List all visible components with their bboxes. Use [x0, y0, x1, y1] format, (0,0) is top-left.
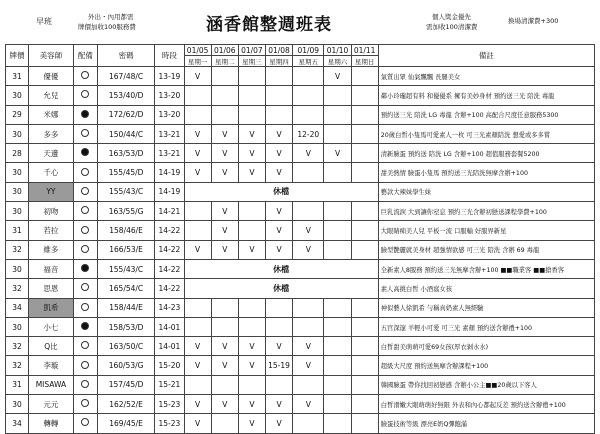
- open-circle-icon: [81, 283, 89, 291]
- rank-cell: 30: [6, 259, 29, 278]
- day-cell: [211, 317, 238, 336]
- table-row: [6, 163, 595, 182]
- day-cell: [351, 144, 378, 163]
- time-cell: 13-19: [155, 67, 184, 86]
- day-cell: [184, 86, 211, 105]
- day-cell: [238, 202, 265, 221]
- name-cell: 米娜: [28, 105, 73, 124]
- match-cell: [73, 317, 97, 336]
- day-cell: [351, 67, 378, 86]
- match-cell: [73, 356, 97, 375]
- col-time: 時段: [155, 45, 184, 67]
- col-remark: 備註: [378, 45, 594, 67]
- day-cell: [324, 86, 351, 105]
- day-cell: [238, 86, 265, 105]
- col-match: 配備: [73, 45, 97, 67]
- col-name: 美容師: [28, 45, 73, 67]
- table-row: [6, 124, 595, 143]
- open-circle-icon: [81, 418, 89, 426]
- rank-cell: 30: [6, 124, 29, 143]
- day-cell: V: [324, 144, 351, 163]
- table-row: [6, 221, 595, 240]
- day-cell: [238, 375, 265, 394]
- col-weekday: 星期三: [238, 56, 265, 67]
- day-cell: [324, 356, 351, 375]
- day-cell: [184, 105, 211, 124]
- day-cell: [351, 375, 378, 394]
- day-cell: V: [265, 240, 292, 259]
- day-cell: [324, 317, 351, 336]
- table-row: [6, 395, 595, 414]
- remark-cell: 鄰小玲瓏超有料 和優優系 擁有美妙身材 預約送三光 陪洗 毒龍: [378, 86, 594, 105]
- sheet-header: [0, 0, 600, 44]
- rank-cell: 30: [6, 395, 29, 414]
- name-cell: 凱希: [28, 298, 73, 317]
- filled-circle-icon: [81, 264, 89, 272]
- day-cell: V: [324, 67, 351, 86]
- remark-cell: 預約送三光 陪洗 LG 毒龍 含辦+100 高配合尺度任意服務5300: [378, 105, 594, 124]
- time-cell: 14-19: [155, 163, 184, 182]
- table-row: [6, 202, 595, 221]
- day-cell: V: [293, 144, 324, 163]
- rank-cell: 30: [6, 86, 29, 105]
- name-cell: Q比: [28, 337, 73, 356]
- table-row: [6, 279, 595, 298]
- name-cell: 天邊: [28, 144, 73, 163]
- day-cell: V: [211, 202, 238, 221]
- time-cell: 14-22: [155, 240, 184, 259]
- day-cell: [184, 202, 211, 221]
- match-cell: [73, 414, 97, 433]
- day-cell: [324, 395, 351, 414]
- day-cell: [351, 163, 378, 182]
- day-cell: [324, 298, 351, 317]
- match-cell: [73, 182, 97, 201]
- day-cell: [238, 298, 265, 317]
- remark-cell: 五官深邃 羊輕小可愛 可三光 素顏 預約送含辦禮+100: [378, 317, 594, 336]
- day-cell: V: [238, 356, 265, 375]
- day-cell: V: [211, 221, 238, 240]
- day-cell: [293, 414, 324, 433]
- match-cell: [73, 279, 97, 298]
- day-cell: V: [211, 356, 238, 375]
- remark-cell: 甜美熱情 臉蛋小隻馬 預約送三光陪洗無摩含辦+100: [378, 163, 594, 182]
- header-note-right-1: 個人獎金優先: [432, 13, 471, 21]
- code-cell: 160/53/G: [97, 356, 154, 375]
- time-cell: 14-22: [155, 221, 184, 240]
- name-cell: YY: [28, 182, 73, 201]
- open-circle-icon: [81, 226, 89, 234]
- match-cell: [73, 337, 97, 356]
- code-cell: 166/53/E: [97, 240, 154, 259]
- day-cell: [351, 86, 378, 105]
- day-cell: V: [184, 414, 211, 433]
- day-cell: V: [265, 124, 292, 143]
- day-cell: [184, 375, 211, 394]
- header-note-left-2: 牌價加收100服務費: [78, 23, 136, 31]
- day-cell: V: [184, 240, 211, 259]
- day-cell: [324, 337, 351, 356]
- name-cell: 若拉: [28, 221, 73, 240]
- name-cell: 千心: [28, 163, 73, 182]
- table-row: [6, 375, 595, 394]
- day-cell: [324, 375, 351, 394]
- time-cell: 15-23: [155, 395, 184, 414]
- col-date: 01/08: [265, 45, 292, 56]
- code-cell: 155/45/D: [97, 163, 154, 182]
- col-weekday: 星期二: [211, 56, 238, 67]
- day-cell: [211, 67, 238, 86]
- time-cell: 14-01: [155, 337, 184, 356]
- remark-cell: 韓國臉蛋 帶你找回初戀感 含辦小公主■■20歲以下客人: [378, 375, 594, 394]
- remark-cell: 20歲白皙小隻馬可愛素人一枚 可三光素顏陪洗 想愛或多多嘗: [378, 124, 594, 143]
- table-row: [6, 259, 595, 278]
- open-circle-icon: [81, 90, 89, 98]
- filled-circle-icon: [81, 322, 89, 330]
- remark-cell: 氣質出眾 仙氣飄飄 長腿美女: [378, 67, 594, 86]
- day-cell: V: [265, 221, 292, 240]
- remark-cell: 白皙滑嫩大眼萌萌好無限 外表和內心都起反差 預約送含辦禮+100: [378, 395, 594, 414]
- header-note-right-3: 換場清潔費+300: [508, 17, 559, 25]
- match-cell: [73, 375, 97, 394]
- rank-cell: 30: [6, 163, 29, 182]
- open-circle-icon: [81, 399, 89, 407]
- day-cell: [265, 317, 292, 336]
- col-date: 01/06: [211, 45, 238, 56]
- day-cell: [293, 317, 324, 336]
- page-title: 涵香館整週班表: [206, 15, 332, 35]
- name-cell: 李璇: [28, 356, 73, 375]
- match-cell: [73, 395, 97, 414]
- remark-cell: 素人高挑白皙 小酒窩女孩: [378, 279, 594, 298]
- code-cell: 155/43/C: [97, 182, 154, 201]
- rank-cell: 34: [6, 414, 29, 433]
- day-cell: [293, 298, 324, 317]
- col-weekday: 星期五: [293, 56, 324, 67]
- open-circle-icon: [81, 206, 89, 214]
- remark-cell: 大眼睛痴美人兒 平板一流 口服輸 好服界新星: [378, 221, 594, 240]
- code-cell: 165/54/C: [97, 279, 154, 298]
- day-cell: [351, 221, 378, 240]
- code-cell: 163/55/G: [97, 202, 154, 221]
- time-cell: 14-22: [155, 259, 184, 278]
- day-cell: V: [184, 356, 211, 375]
- table-body: [6, 67, 595, 434]
- rank-cell: 31: [6, 67, 29, 86]
- col-weekday: 星期一: [184, 56, 211, 67]
- col-date: 01/09: [293, 45, 324, 56]
- day-cell: [293, 163, 324, 182]
- col-date: 01/05: [184, 45, 211, 56]
- rest-cell: 休檔: [184, 259, 378, 278]
- time-cell: 13-20: [155, 105, 184, 124]
- table-row: [6, 240, 595, 259]
- day-cell: [351, 337, 378, 356]
- code-cell: 172/62/D: [97, 105, 154, 124]
- day-cell: [293, 375, 324, 394]
- day-cell: [184, 317, 211, 336]
- table-row: [6, 414, 595, 433]
- code-cell: 162/52/E: [97, 395, 154, 414]
- day-cell: [324, 414, 351, 433]
- day-cell: V: [238, 124, 265, 143]
- code-cell: 158/53/D: [97, 317, 154, 336]
- name-cell: 小七: [28, 317, 73, 336]
- code-cell: 155/43/C: [97, 259, 154, 278]
- name-cell: 多多: [28, 124, 73, 143]
- day-cell: V: [265, 414, 292, 433]
- day-cell: [184, 298, 211, 317]
- code-cell: 157/45/D: [97, 375, 154, 394]
- day-cell: [211, 298, 238, 317]
- name-cell: 維多: [28, 240, 73, 259]
- time-cell: 14-19: [155, 182, 184, 201]
- day-cell: V: [293, 395, 324, 414]
- time-cell: 15-20: [155, 356, 184, 375]
- day-cell: V: [184, 337, 211, 356]
- time-cell: 13-20: [155, 86, 184, 105]
- day-cell: [265, 105, 292, 124]
- day-cell: V: [293, 221, 324, 240]
- day-cell: [265, 67, 292, 86]
- header-note-left-1: 外出・內用都需: [88, 13, 134, 21]
- open-circle-icon: [81, 341, 89, 349]
- rest-cell: 休檔: [184, 182, 378, 201]
- day-cell: [265, 298, 292, 317]
- day-cell: V: [184, 163, 211, 182]
- col-weekday: 星期六: [324, 56, 351, 67]
- day-cell: V: [238, 414, 265, 433]
- day-cell: [351, 124, 378, 143]
- col-date: 01/11: [351, 45, 378, 56]
- match-cell: [73, 259, 97, 278]
- day-cell: [351, 298, 378, 317]
- open-circle-icon: [81, 129, 89, 137]
- rank-cell: 29: [6, 105, 29, 124]
- open-circle-icon: [81, 245, 89, 253]
- name-cell: 福音: [28, 259, 73, 278]
- match-cell: [73, 221, 97, 240]
- remark-cell: 神似藝人徐凱希 勻稱真奶素人無經驗: [378, 298, 594, 317]
- rank-cell: 30: [6, 317, 29, 336]
- rank-cell: 32: [6, 356, 29, 375]
- rank-cell: 30: [6, 182, 29, 201]
- day-cell: [293, 202, 324, 221]
- remark-cell: 全新素人8服務 預約送三光無摩含辦+100 ■■職業客 ■■搶香客: [378, 259, 594, 278]
- day-cell: [351, 414, 378, 433]
- name-cell: 優優: [28, 67, 73, 86]
- table-row: [6, 105, 595, 124]
- schedule-table: [5, 44, 595, 434]
- open-circle-icon: [81, 303, 89, 311]
- name-cell: 轉轉: [28, 414, 73, 433]
- remark-cell: 藝款大辣妹學生妹: [378, 182, 594, 201]
- code-cell: 150/44/C: [97, 124, 154, 143]
- remark-cell: 白皙甜美萌萌可愛69女孩(厚衣剝水水): [378, 337, 594, 356]
- code-cell: 163/53/D: [97, 144, 154, 163]
- day-cell: 15-19: [265, 356, 292, 375]
- table-row: [6, 298, 595, 317]
- code-cell: 158/44/E: [97, 298, 154, 317]
- day-cell: [324, 124, 351, 143]
- day-cell: V: [293, 337, 324, 356]
- day-cell: [351, 317, 378, 336]
- day-cell: V: [211, 163, 238, 182]
- match-cell: [73, 240, 97, 259]
- day-cell: V: [265, 202, 292, 221]
- filled-circle-icon: [81, 110, 89, 118]
- time-cell: 14-23: [155, 298, 184, 317]
- day-cell: V: [211, 144, 238, 163]
- table-row: [6, 317, 595, 336]
- day-cell: [211, 414, 238, 433]
- time-cell: 15-23: [155, 414, 184, 433]
- table-row: [6, 86, 595, 105]
- day-cell: V: [184, 124, 211, 143]
- rank-cell: 28: [6, 144, 29, 163]
- rest-cell: 休檔: [184, 279, 378, 298]
- day-cell: [351, 105, 378, 124]
- open-circle-icon: [81, 168, 89, 176]
- code-cell: 163/50/C: [97, 337, 154, 356]
- day-cell: [351, 356, 378, 375]
- day-cell: V: [238, 337, 265, 356]
- day-cell: V: [265, 144, 292, 163]
- col-rank: 牌價: [6, 45, 29, 67]
- day-cell: V: [211, 395, 238, 414]
- day-cell: V: [211, 240, 238, 259]
- day-cell: V: [293, 356, 324, 375]
- col-code: 密碼: [97, 45, 154, 67]
- table-row: [6, 144, 595, 163]
- remark-cell: 清新臉蛋 預約送 陪洗 LG 含辦+100 超值服務套餐5200: [378, 144, 594, 163]
- code-cell: 153/40/D: [97, 86, 154, 105]
- day-cell: [184, 221, 211, 240]
- day-cell: V: [238, 395, 265, 414]
- rank-cell: 31: [6, 221, 29, 240]
- day-cell: V: [184, 67, 211, 86]
- code-cell: 169/45/E: [97, 414, 154, 433]
- time-cell: 13-21: [155, 124, 184, 143]
- match-cell: [73, 163, 97, 182]
- day-cell: [238, 67, 265, 86]
- name-cell: 初吻: [28, 202, 73, 221]
- remark-cell: 巨乳流淚 大到讓你窒息 預約三光含辦初戀送課程學費+100: [378, 202, 594, 221]
- match-cell: [73, 202, 97, 221]
- col-weekday: 星期日: [351, 56, 378, 67]
- day-cell: [238, 105, 265, 124]
- remark-cell: 超級大尺度 預約送無摩含辦課程+100: [378, 356, 594, 375]
- day-cell: V: [265, 163, 292, 182]
- day-cell: V: [238, 240, 265, 259]
- day-cell: 12-20: [293, 124, 324, 143]
- rank-cell: 32: [6, 279, 29, 298]
- name-cell: 元元: [28, 395, 73, 414]
- match-cell: [73, 67, 97, 86]
- time-cell: 14-01: [155, 317, 184, 336]
- day-cell: [211, 86, 238, 105]
- rank-cell: 32: [6, 337, 29, 356]
- match-cell: [73, 298, 97, 317]
- day-cell: V: [265, 395, 292, 414]
- table-row: [6, 337, 595, 356]
- match-cell: [73, 86, 97, 105]
- match-cell: [73, 105, 97, 124]
- filled-circle-icon: [81, 148, 89, 156]
- day-cell: [293, 67, 324, 86]
- day-cell: V: [211, 124, 238, 143]
- col-date: 01/07: [238, 45, 265, 56]
- day-cell: V: [211, 337, 238, 356]
- day-cell: V: [265, 337, 292, 356]
- day-cell: [351, 202, 378, 221]
- day-cell: [351, 240, 378, 259]
- day-cell: [265, 86, 292, 105]
- day-cell: [324, 221, 351, 240]
- match-cell: [73, 124, 97, 143]
- day-cell: [238, 317, 265, 336]
- name-cell: MISAWA: [28, 375, 73, 394]
- day-cell: [324, 105, 351, 124]
- day-cell: V: [184, 144, 211, 163]
- rank-cell: 30: [6, 202, 29, 221]
- header-note-right-2: 需加收100清潔費: [426, 23, 478, 31]
- day-cell: [265, 375, 292, 394]
- day-cell: [293, 86, 324, 105]
- day-cell: [293, 105, 324, 124]
- day-cell: [324, 240, 351, 259]
- table-row: [6, 356, 595, 375]
- col-weekday: 星期四: [265, 56, 292, 67]
- shift-label: 早班: [36, 17, 52, 26]
- open-circle-icon: [81, 380, 89, 388]
- day-cell: [238, 221, 265, 240]
- open-circle-icon: [81, 71, 89, 79]
- time-cell: 13-21: [155, 144, 184, 163]
- table-row: [6, 67, 595, 86]
- time-cell: 15-21: [155, 375, 184, 394]
- rank-cell: 31: [6, 375, 29, 394]
- day-cell: V: [293, 240, 324, 259]
- match-cell: [73, 144, 97, 163]
- code-cell: 167/48/C: [97, 67, 154, 86]
- day-cell: [324, 202, 351, 221]
- open-circle-icon: [81, 361, 89, 369]
- rank-cell: 34: [6, 298, 29, 317]
- col-date: 01/10: [324, 45, 351, 56]
- open-circle-icon: [81, 187, 89, 195]
- day-cell: V: [184, 395, 211, 414]
- day-cell: [324, 163, 351, 182]
- day-cell: [211, 105, 238, 124]
- day-cell: [351, 395, 378, 414]
- time-cell: 14-22: [155, 279, 184, 298]
- remark-cell: 臉型艷麗就美身材 超強情欲感 可三光 陪洗 含辦 69 毒龍: [378, 240, 594, 259]
- rank-cell: 32: [6, 240, 29, 259]
- name-cell: 思恩: [28, 279, 73, 298]
- remark-cell: 臉蛋技術等級 漂亮E奶Q彈飽滿: [378, 414, 594, 433]
- day-cell: [211, 375, 238, 394]
- table-row: [6, 182, 595, 201]
- code-cell: 158/46/E: [97, 221, 154, 240]
- day-cell: V: [238, 144, 265, 163]
- table-header: [6, 45, 595, 67]
- name-cell: 允兒: [28, 86, 73, 105]
- day-cell: V: [238, 163, 265, 182]
- time-cell: 14-21: [155, 202, 184, 221]
